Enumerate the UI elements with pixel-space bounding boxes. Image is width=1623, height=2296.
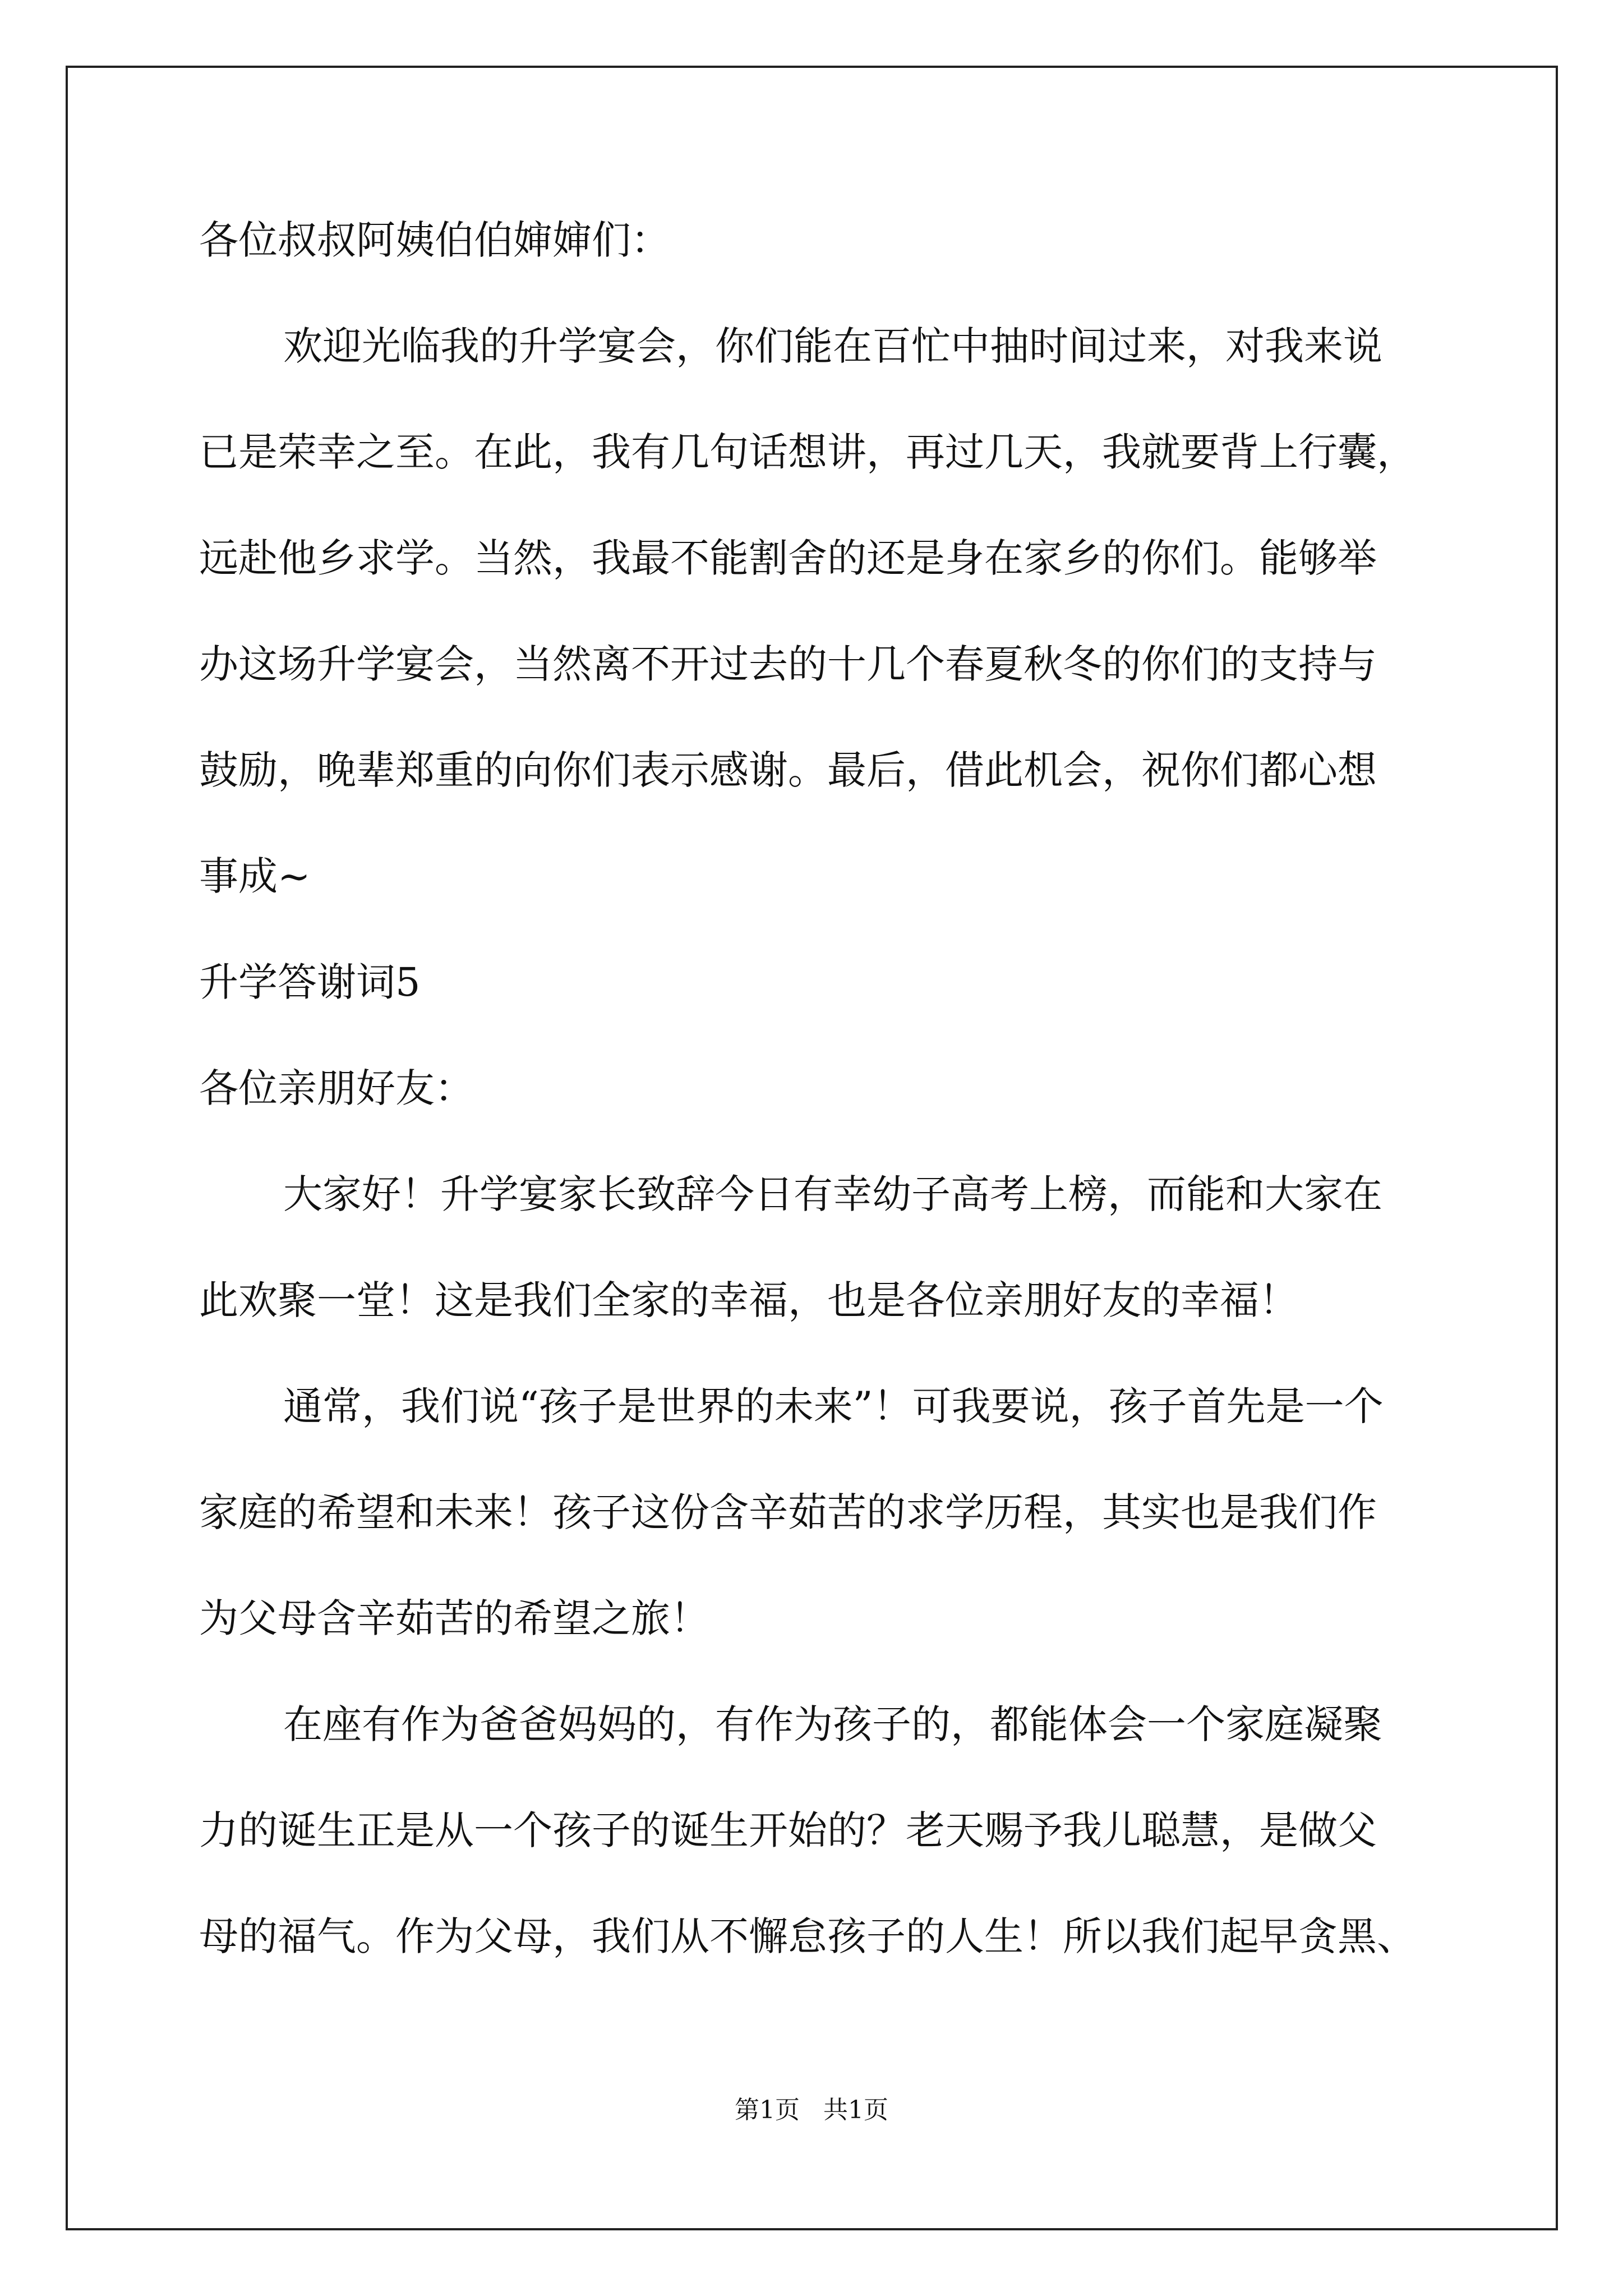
salutation-line: 各位亲朋好友： xyxy=(199,1065,474,1111)
paragraph-line: 鼓励，晚辈郑重的向你们表示感谢。最后，借此机会，祝你们都心想 xyxy=(199,747,1377,793)
paragraph-line: 力的诞生正是从一个孩子的诞生开始的？老天赐予我儿聪慧，是做父 xyxy=(199,1807,1377,1853)
document-body xyxy=(199,212,1461,2014)
paragraph-line: 已是荣幸之至。在此，我有几句话想讲，再过几天，我就要背上行囊， xyxy=(199,429,1416,475)
paragraph-line: 家庭的希望和未来！孩子这份含辛茹苦的求学历程，其实也是我们作 xyxy=(199,1489,1377,1535)
paragraph-line: 事成~ xyxy=(199,853,311,899)
paragraph-line: 远赴他乡求学。当然，我最不能割舍的还是身在家乡的你们。能够举 xyxy=(199,535,1377,581)
salutation-line: 各位叔叔阿姨伯伯婶婶们： xyxy=(199,217,670,263)
page-footer: 第1页 共1页 xyxy=(735,2096,888,2124)
paragraph-line: 大家好！升学宴家长致辞今日有幸幼子高考上榜，而能和大家在 xyxy=(283,1171,1382,1217)
paragraph-line: 母的福气。作为父母，我们从不懈怠孩子的人生！所以我们起早贪黑、 xyxy=(199,1913,1416,1959)
paragraph-line: 为父母含辛茹苦的希望之旅！ xyxy=(199,1595,709,1641)
paragraph-line: 欢迎光临我的升学宴会，你们能在百忙中抽时间过来，对我来说 xyxy=(283,323,1382,369)
paragraph-line: 在座有作为爸爸妈妈的，有作为孩子的，都能体会一个家庭凝聚 xyxy=(283,1701,1382,1747)
paragraph-line: 办这场升学宴会，当然离不开过去的十几个春夏秋冬的你们的支持与 xyxy=(199,641,1377,687)
section-heading: 升学答谢词5 xyxy=(199,959,421,1005)
paragraph-line: 通常，我们说“孩子是世界的未来”！可我要说，孩子首先是一个 xyxy=(283,1383,1384,1429)
paragraph-line: 此欢聚一堂！这是我们全家的幸福，也是各位亲朋好友的幸福！ xyxy=(199,1277,1298,1323)
